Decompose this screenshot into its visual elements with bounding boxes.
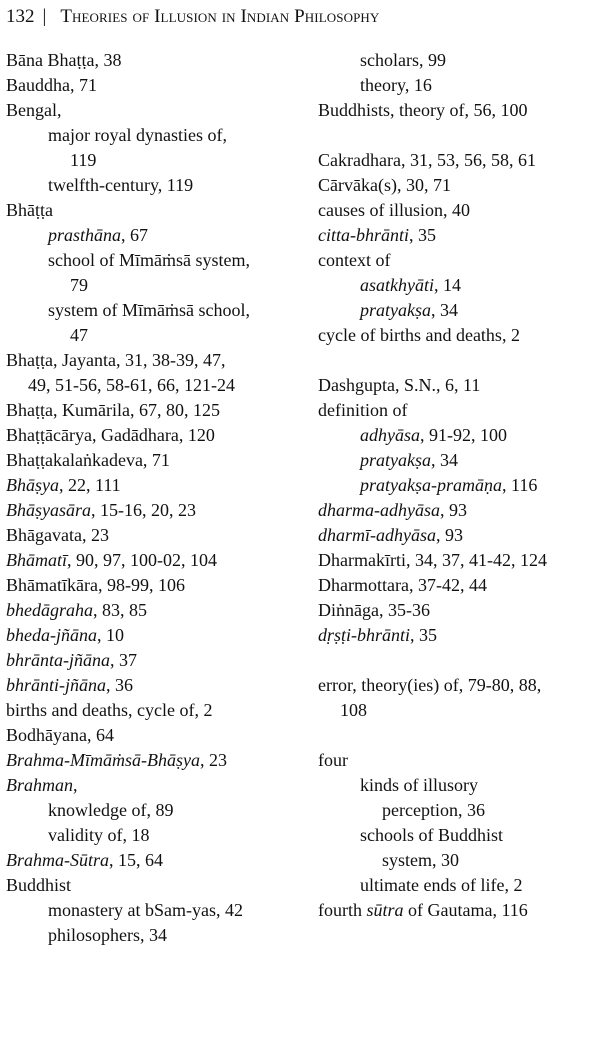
index-subentry <box>318 823 598 848</box>
index-text: , 34 <box>431 300 458 320</box>
index-text: , 116 <box>502 475 538 495</box>
index-term-italic: Bhāṣyasāra <box>6 500 91 520</box>
index-text: philosophers, 34 <box>48 925 167 945</box>
index-entry <box>318 398 598 423</box>
index-entry <box>6 598 302 623</box>
index-term-italic: Brahma-Mīmāṁsā-Bhāṣya <box>6 750 200 770</box>
index-text: four <box>318 750 348 770</box>
index-text: fourth <box>318 900 367 920</box>
index-subentry <box>6 923 302 948</box>
index-entry <box>6 573 302 598</box>
index-text: , 15-16, 20, 23 <box>91 500 196 520</box>
index-subentry <box>318 298 598 323</box>
index-text: , 35 <box>409 225 436 245</box>
index-text: , 35 <box>410 625 438 645</box>
index-text: monastery at bSam-yas, 42 <box>48 900 243 920</box>
index-text: , 22, 111 <box>59 475 121 495</box>
index-entry <box>6 773 302 798</box>
index-entry <box>318 898 598 923</box>
index-subentry <box>318 773 598 798</box>
index-text: , 67 <box>121 225 149 245</box>
index-subentry <box>318 48 598 73</box>
index-text: , 15, 64 <box>109 850 163 870</box>
index-entry-continuation <box>6 273 302 298</box>
index-text: Buddhist <box>6 875 72 895</box>
index-term-italic: bhrānti-jñāna <box>6 675 107 695</box>
index-subentry <box>318 448 598 473</box>
index-text: , 90, 97, 100-02, 104 <box>67 550 217 570</box>
index-text: cycle of births and deaths, 2 <box>318 325 520 345</box>
index-entry <box>318 748 598 773</box>
index-entry <box>318 598 598 623</box>
index-text: school of Mīmāṁsā system, <box>48 250 250 270</box>
index-text: , 91-92, 100 <box>420 425 507 445</box>
index-text: kinds of illusory <box>360 775 479 795</box>
index-term-italic: Brahman <box>6 775 73 795</box>
index-gap <box>318 723 598 748</box>
index-text: Bengal, <box>6 100 62 120</box>
index-term-italic: bhrānta-jñāna <box>6 650 111 670</box>
running-header <box>6 2 596 32</box>
index-entry <box>6 498 302 523</box>
index-entry-continuation <box>6 373 302 398</box>
index-text: Diṅnāga, 35-36 <box>318 600 430 620</box>
index-text: 108 <box>340 700 367 720</box>
index-subentry <box>6 223 302 248</box>
index-text: Dashgupta, S.N., 6, 11 <box>318 375 481 395</box>
index-subentry <box>318 73 598 98</box>
index-subentry <box>6 298 302 323</box>
index-text: 119 <box>70 150 97 170</box>
index-entry <box>6 673 302 698</box>
index-text: Bhāgavata, 23 <box>6 525 109 545</box>
index-entry <box>318 498 598 523</box>
index-text: definition of <box>318 400 408 420</box>
index-entry <box>6 848 302 873</box>
index-text: Bhaṭṭakalaṅkadeva, 71 <box>6 450 170 470</box>
index-gap <box>318 348 598 373</box>
index-entry <box>6 198 302 223</box>
index-text: Dharmakīrti, 34, 37, 41-42, 124 <box>318 550 547 570</box>
index-entry <box>6 623 302 648</box>
index-text: perception, 36 <box>382 800 485 820</box>
index-term-italic: asatkhyāti <box>360 275 434 295</box>
index-subentry <box>318 873 598 898</box>
index-entry <box>318 223 598 248</box>
index-text: twelfth-century, 119 <box>48 175 194 195</box>
index-term-italic: Bhāmatī <box>6 550 67 570</box>
index-text: Buddhists, theory of, 56, 100 <box>318 100 528 120</box>
index-text: of Gautama, 116 <box>403 900 528 920</box>
index-text: , 83, 85 <box>93 600 147 620</box>
index-text: , 36 <box>106 675 134 695</box>
index-entry-continuation <box>6 148 302 173</box>
index-text: knowledge of, 89 <box>48 800 174 820</box>
index-text: 49, 51-56, 58-61, 66, 121-24 <box>28 375 235 395</box>
index-gap <box>318 648 598 673</box>
index-entry <box>6 723 302 748</box>
index-term-italic: prasthāna <box>48 225 122 245</box>
index-term-italic: pratyakṣa <box>360 300 431 320</box>
index-subentry <box>318 473 598 498</box>
index-term-italic: pratyakṣa-pramāṇa <box>360 475 502 495</box>
index-entry <box>6 73 302 98</box>
index-entry <box>6 98 302 123</box>
index-text: Dharmottara, 37-42, 44 <box>318 575 487 595</box>
index-entry <box>318 623 598 648</box>
index-entry <box>6 423 302 448</box>
index-text: 47 <box>70 325 88 345</box>
index-text: , <box>73 775 78 795</box>
index-entry <box>6 873 302 898</box>
index-subentry <box>318 273 598 298</box>
index-entry <box>318 373 598 398</box>
index-term-italic: citta-bhrānti <box>318 225 409 245</box>
index-term-italic: dharmī-adhyāsa <box>318 525 436 545</box>
index-text: , 34 <box>431 450 458 470</box>
index-entry <box>6 48 302 73</box>
index-column-left <box>6 48 302 948</box>
index-entry <box>6 473 302 498</box>
index-subentry <box>6 123 302 148</box>
index-gap <box>318 123 598 148</box>
index-subentry <box>6 173 302 198</box>
index-entry <box>318 573 598 598</box>
index-term-italic: Bhāṣya <box>6 475 59 495</box>
index-text: Bhaṭṭācārya, Gadādhara, 120 <box>6 425 215 445</box>
index-subentry <box>6 823 302 848</box>
index-column-right <box>318 48 598 923</box>
index-entry-continuation <box>6 323 302 348</box>
index-text: error, theory(ies) of, 79-80, 88, <box>318 675 542 695</box>
index-term-italic: pratyakṣa <box>360 450 431 470</box>
page-number: 132 <box>6 6 35 27</box>
index-text: causes of illusion, 40 <box>318 200 470 220</box>
index-entry <box>6 648 302 673</box>
index-subentry <box>6 248 302 273</box>
index-term-italic: sūtra <box>366 900 404 920</box>
index-text: Cārvāka(s), 30, 71 <box>318 175 451 195</box>
index-text: , 93 <box>436 525 463 545</box>
index-entry <box>318 323 598 348</box>
index-term-italic: adhyāsa <box>360 425 420 445</box>
index-text: Bhāmatīkāra, 98-99, 106 <box>6 575 185 595</box>
index-text: ultimate ends of life, 2 <box>360 875 523 895</box>
index-text: Bhaṭṭa, Jayanta, 31, 38-39, 47, <box>6 350 226 370</box>
index-entry <box>6 748 302 773</box>
index-entry <box>6 523 302 548</box>
index-entry <box>318 248 598 273</box>
index-text: scholars, 99 <box>360 50 446 70</box>
index-text: major royal dynasties of, <box>48 125 227 145</box>
index-entry <box>318 198 598 223</box>
index-entry <box>6 448 302 473</box>
index-text: validity of, 18 <box>48 825 150 845</box>
index-text: 79 <box>70 275 88 295</box>
index-term-italic: Brahma-Sūtra <box>6 850 109 870</box>
index-term-italic: bheda-jñāna <box>6 625 97 645</box>
index-entry-continuation <box>318 698 598 723</box>
index-text: theory, 16 <box>360 75 432 95</box>
index-text: system of Mīmāṁsā school, <box>48 300 250 320</box>
index-text: , 14 <box>434 275 461 295</box>
index-entry <box>318 673 598 698</box>
index-text: schools of Buddhist <box>360 825 504 845</box>
index-text: , 37 <box>110 650 138 670</box>
running-title: Theories of Illusion in Indian Philosophy <box>60 6 380 27</box>
index-text: context of <box>318 250 391 270</box>
index-term-italic: dṛṣṭi-bhrānti <box>318 625 411 645</box>
index-entry <box>6 698 302 723</box>
index-entry-continuation <box>318 848 598 873</box>
index-entry <box>318 148 598 173</box>
index-text: , 93 <box>440 500 467 520</box>
index-entry <box>318 523 598 548</box>
index-entry <box>318 173 598 198</box>
index-term-italic: bhedāgraha <box>6 600 93 620</box>
index-text: births and deaths, cycle of, 2 <box>6 700 213 720</box>
index-text: system, 30 <box>382 850 460 870</box>
index-text: Cakradhara, 31, 53, 56, 58, 61 <box>318 150 536 170</box>
index-entry <box>318 548 598 573</box>
index-text: Bhaṭṭa, Kumārila, 67, 80, 125 <box>6 400 220 420</box>
index-text: Bodhāyana, 64 <box>6 725 114 745</box>
index-entry <box>6 548 302 573</box>
index-entry <box>6 348 302 373</box>
index-entry <box>6 398 302 423</box>
index-subentry <box>6 898 302 923</box>
index-entry <box>318 98 598 123</box>
index-subentry <box>318 423 598 448</box>
index-text: Bāna Bhaṭṭa, 38 <box>6 50 122 70</box>
index-text: , 10 <box>96 625 124 645</box>
index-subentry <box>6 798 302 823</box>
index-term-italic: dharma-adhyāsa <box>318 500 440 520</box>
index-text: Bauddha, 71 <box>6 75 97 95</box>
index-entry-continuation <box>318 798 598 823</box>
header-separator: | <box>42 6 47 27</box>
index-text: Bhāṭṭa <box>6 200 53 220</box>
index-text: , 23 <box>199 750 227 770</box>
